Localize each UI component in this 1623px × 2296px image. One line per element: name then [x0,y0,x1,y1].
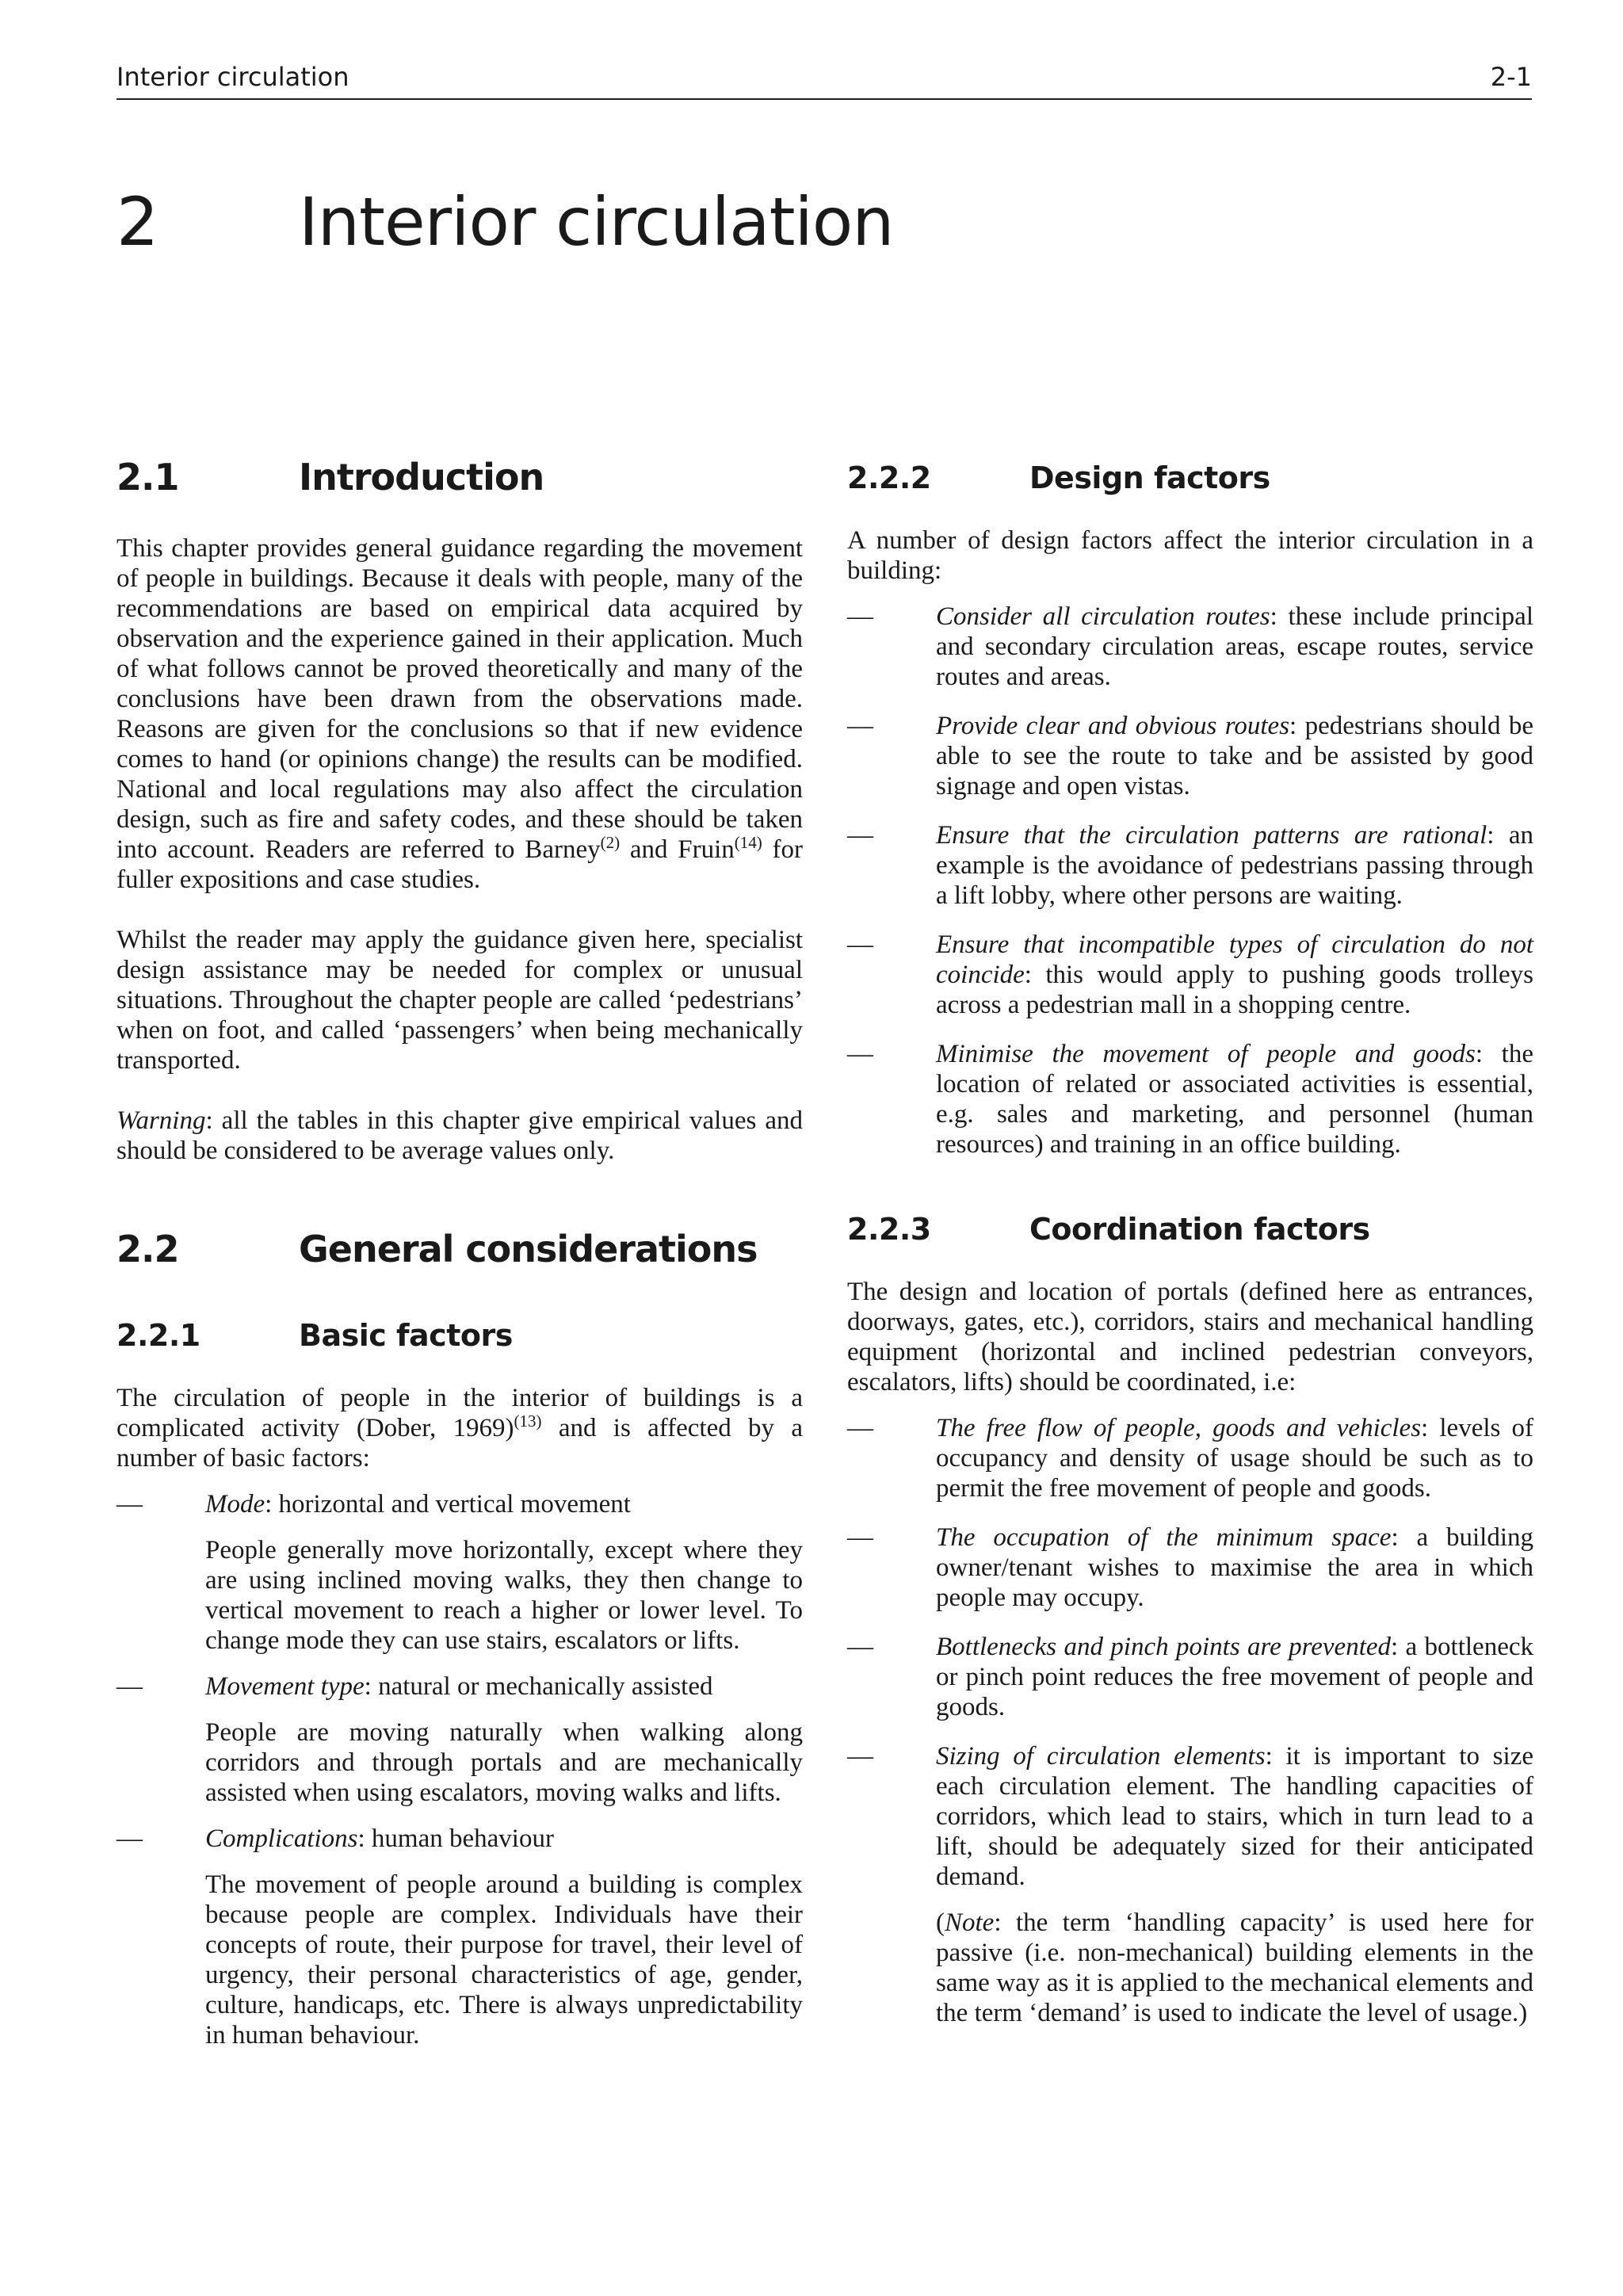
chapter-title-text: Interior circulation [299,183,894,262]
right-column [847,456,1533,2028]
list-item-text [936,711,1533,801]
list-item-body: : pedestrians should be able to see the route to take and be assisted by good signage and open vistas. [936,712,1533,800]
list-item-text [936,1522,1533,1613]
chapter-title [116,183,893,261]
dash-marker: — [847,1414,873,1442]
dash-marker: — [116,1490,143,1519]
intro-paragraph-1 [116,533,803,895]
list-item-text [936,1413,1533,1503]
section-number: 2.2 [116,1228,179,1270]
list-item-label: Mode [205,1490,265,1519]
list-item-label: Bottlenecks and pinch points are prevented [936,1633,1392,1661]
note-paragraph [936,1908,1533,2028]
list-item-text [936,1039,1533,1159]
list-item-label: Ensure that incompatible types of circulation do not coincide [936,930,1533,989]
note-text: : the term ‘handling capacity’ is used here for passive (i.e. non-mechanical) building elements in the same way as it is applied to the mechanical elements and the term ‘demand’ is used to indicate the level of usage.) [936,1908,1533,2027]
list-item-body: : a bottleneck or pinch point reduces the free movement of people and goods. [936,1633,1533,1721]
list-item [847,1039,1533,1159]
dash-marker: — [847,1523,873,1552]
list-item-detail: The movement of people around a building is complex because people are complex. Individuals have their concepts of route, their purpose for travel, their level of urgency, their personal characteristics of age, gender, culture, handicaps, etc. There is always unpredictability in human behaviour. [205,1870,803,2050]
warning-label: Warning [116,1106,206,1135]
list-item-detail: People are moving naturally when walking along corridors and through portals and are mechanically assisted when using escalators, moving walks and lifts. [205,1718,803,1807]
list-item-label: Ensure that the circulation patterns are rational [936,821,1487,850]
basic-factors-intro-text-end: and is affected by a number of basic factors: [116,1414,803,1473]
list-item [847,1522,1533,1613]
chapter-number: 2 [116,183,158,262]
left-column [116,456,803,2050]
list-item-text [936,602,1533,692]
basic-factors-intro [116,1383,803,1473]
list-item-label: Movement type [205,1672,365,1701]
list-item-body: : levels of occupancy and density of usage should be such as to permit the free movement of people and goods. [936,1414,1533,1503]
subsection-number: 2.2.1 [116,1318,200,1353]
subsection-title: Basic factors [299,1318,513,1353]
list-item-text [205,1824,803,1854]
subsection-heading-2-2-3 [847,1212,1533,1247]
page-number: 2-1 [1490,62,1532,92]
reference-dober: (13) [514,1412,542,1431]
list-item-text [936,820,1533,911]
list-item-label: Sizing of circulation elements [936,1742,1266,1771]
list-item-body: : horizontal and vertical movement [265,1490,631,1519]
list-item [847,1413,1533,1503]
list-item [847,930,1533,1020]
reference-barney: (2) [600,833,621,852]
section-number: 2.1 [116,456,179,499]
list-item-label: The occupation of the minimum space [936,1523,1392,1552]
dash-marker: — [116,1672,143,1701]
list-item-body: : these include principal and secondary circulation areas, escape routes, service routes and areas. [936,602,1533,691]
list-item-text [205,1671,803,1702]
list-item-body: : natural or mechanically assisted [364,1672,713,1701]
list-item-body: : human behaviour [357,1824,554,1853]
reference-fruin: (14) [734,833,762,852]
subsection-heading-2-2-2 [847,460,1533,495]
list-item-label: The free flow of people, goods and vehicles [936,1414,1422,1442]
section-title: General considerations [299,1228,758,1270]
list-item-label: Complications [205,1824,358,1853]
list-item-label: Consider all circulation routes [936,602,1270,631]
list-item [847,1741,1533,2028]
warning-paragraph [116,1106,803,1166]
list-item [847,1632,1533,1722]
design-factors-intro: A number of design factors affect the interior circulation in a building: [847,526,1533,585]
section-heading-2-2 [116,1228,803,1270]
subsection-heading-2-2-1 [116,1318,803,1353]
list-item-body: : an example is the avoidance of pedestrians passing through a lift lobby, where other persons are waiting. [936,821,1533,910]
section-heading-2-1 [116,456,803,499]
list-item-body: : it is important to size each circulation element. The handling capacities of corridors, which lead to stairs, which in turn lead to a lift, should be adequately sized for their anticipated demand. [936,1742,1533,1891]
basic-factors-intro-text: The circulation of people in the interior of buildings is a complicated activity (Dober, 1969) [116,1384,803,1442]
dash-marker: — [847,1633,873,1661]
dash-marker: — [847,930,873,959]
note-open: ( [936,1908,945,1937]
dash-marker: — [116,1824,143,1853]
coordination-factors-intro: The design and location of portals (defined here as entrances, doorways, gates, etc.), corridors, stairs and mechanical handling equipment (horizontal and inclined pedestrian conveyors, escalators, lifts) should be coordinated, i.e: [847,1278,1533,1396]
list-item-label: Provide clear and obvious routes [936,712,1290,740]
subsection-title: Design factors [1029,460,1270,495]
running-header-title: Interior circulation [116,62,349,92]
subsection-number: 2.2.3 [847,1212,931,1247]
list-item [116,1489,803,1656]
list-item-label: Minimise the movement of people and goods [936,1040,1476,1068]
dash-marker: — [847,602,873,631]
list-item [116,1824,803,2050]
dash-marker: — [847,821,873,850]
list-item [847,602,1533,692]
intro-paragraph-2: Whilst the reader may apply the guidance given here, specialist design assistance may be needed for complex or unusual situations. Throughout the chapter people are called ‘pedestrians’ when on foot, and called ‘passengers’ when being mechanically transported. [116,926,803,1075]
list-item-body: : the location of related or associated activities is essential, e.g. sales and marketing, and personnel (human resources) and training in an office building. [936,1040,1533,1159]
list-item [847,820,1533,911]
list-item-text [936,1632,1533,1722]
intro-text-a: This chapter provides general guidance regarding the movement of people in buildings. Because it deals with people, many of the recommendations are based on empirical data acquired by observation and the experience gained in their application. Much of what follows cannot be proved theoretically and many of the conclusions have been drawn from the observations made. Reasons are given for the conclusions so that if new evidence comes to hand (or opinions change) the results can be modified. National and local regulations may also affect the circulation design, such as fire and safety codes, and these should be taken into account. Readers are referred to Barney [116,534,803,864]
subsection-number: 2.2.2 [847,460,931,495]
dash-marker: — [847,1742,873,1771]
list-item-body: : a building owner/tenant wishes to maximise the area in which people may occupy. [936,1523,1533,1612]
dash-marker: — [847,712,873,740]
warning-text: : all the tables in this chapter give empirical values and should be considered to be average values only. [116,1106,803,1165]
list-item-text [205,1489,803,1519]
note-label: Note [945,1908,995,1937]
list-item-detail: People generally move horizontally, except where they are using inclined moving walks, they then change to vertical movement to reach a higher or lower level. To change mode they can use stairs, escalators or lifts. [205,1536,803,1655]
intro-text-b: and Fruin [620,835,735,864]
intro-text-c: for fuller expositions and case studies. [116,835,803,894]
list-item [116,1671,803,1808]
list-item-text [936,1741,1533,1892]
running-header [116,57,1532,100]
section-title: Introduction [299,456,544,499]
dash-marker: — [847,1040,873,1068]
list-item-text [936,930,1533,1020]
list-item [847,711,1533,801]
list-item-body: : this would apply to pushing goods trolleys across a pedestrian mall in a shopping centre. [936,961,1533,1019]
subsection-title: Coordination factors [1029,1212,1370,1247]
